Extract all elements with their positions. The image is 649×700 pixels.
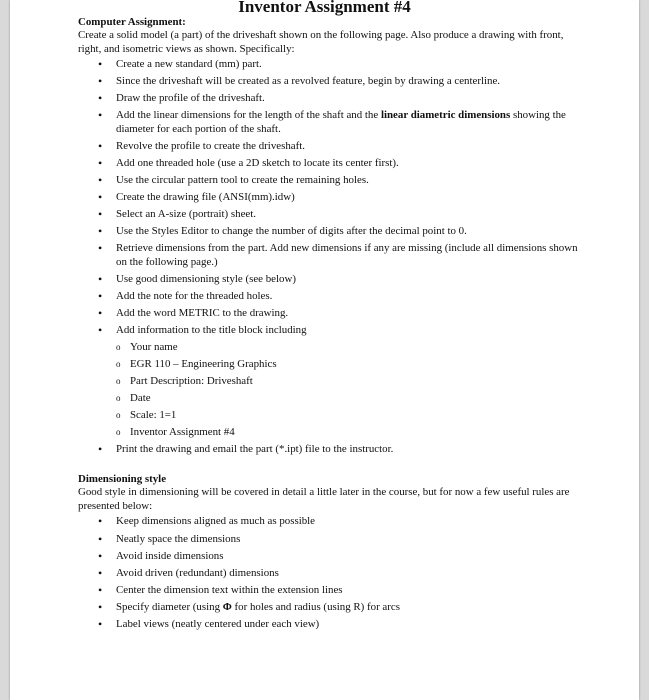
bullet-icon: • (98, 173, 103, 188)
sub-list-item: o Inventor Assignment #4 (116, 426, 235, 439)
bullet-icon: • (98, 548, 103, 563)
sub-list-item: o Part Description: Driveshaft (116, 375, 253, 387)
bullet-icon: • (98, 289, 103, 304)
document-body (78, 15, 578, 635)
assignment-heading: Computer Assignment: (78, 16, 186, 28)
bullet-icon: • (98, 582, 103, 597)
bullet-icon: • (98, 207, 103, 222)
circle-bullet-icon: o (116, 376, 121, 386)
list-item: • Print the drawing and email the part (*.ipt) file to the instructor. (98, 442, 394, 457)
bullet-icon: • (98, 155, 103, 170)
list-item: • Add the note for the threaded holes. (98, 289, 273, 304)
list-item: • Use good dimensioning style (see below) (98, 272, 296, 287)
list-item: • Select an A-size (portrait) sheet. (98, 207, 257, 222)
list-item: • Center the dimension text within the extension lines (98, 582, 343, 597)
list-item: • Use the circular pattern tool to create the remaining holes. (98, 173, 369, 188)
circle-bullet-icon: o (116, 427, 121, 438)
diameter-symbol: Φ (222, 600, 232, 613)
bullet-icon: • (98, 514, 103, 529)
list-item: • Add the word METRIC to the drawing. (98, 306, 289, 321)
list-item: • Add the linear dimensions for the length of the shaft and the linear diametric dimensions showing the diameter for each portion of the shaft. (98, 108, 566, 135)
circle-bullet-icon: o (116, 358, 121, 369)
bullet-icon: • (98, 74, 103, 89)
bullet-icon: • (98, 617, 103, 632)
sub-list-item: o Date (116, 392, 151, 405)
list-item: • Specify diameter (using Φ for holes and radius (using R) for arcs (98, 599, 400, 614)
bullet-icon: • (98, 190, 103, 205)
list-item: • Neatly space the dimensions (98, 531, 241, 546)
bullet-icon: • (98, 565, 103, 580)
bullet-icon: • (98, 138, 103, 153)
document-page (10, 0, 639, 700)
title-block-items (116, 341, 578, 440)
sub-list-item: o Your name (116, 340, 178, 353)
dimensioning-rules (78, 515, 578, 631)
bullet-icon: • (98, 57, 103, 71)
circle-bullet-icon: o (116, 341, 121, 352)
dimensioning-heading: Dimensioning style (78, 473, 167, 486)
bullet-icon: • (98, 108, 103, 123)
list-item: • Revolve the profile to create the driveshaft. (98, 138, 305, 153)
list-item: • Use the Styles Editor to change the number of digits after the decimal point to 0. (98, 224, 467, 239)
assignment-steps (78, 58, 578, 457)
bullet-icon: • (98, 442, 103, 457)
list-item: • Draw the profile of the driveshaft. (98, 91, 265, 106)
list-item: • Avoid inside dimensions (98, 548, 224, 563)
list-item: • Create a new standard (mm) part. (98, 57, 262, 71)
bullet-icon: • (98, 531, 103, 546)
list-item: • Label views (neatly centered under each view) (98, 617, 320, 632)
list-item: • Avoid driven (redundant) dimensions (98, 565, 279, 580)
list-item: • Create the drawing file (ANSI(mm).idw) (98, 190, 295, 205)
sub-list-item: o Scale: 1=1 (116, 409, 177, 422)
bullet-icon: • (98, 599, 103, 614)
list-item: • Add one threaded hole (use a 2D sketch to locate its center first). (98, 155, 399, 170)
bullet-icon: • (98, 224, 103, 239)
list-item: • Add information to the title block including o Your name o EGR 110 – Engineering Graphics o Part Description: Driveshaft o Date o Scale: 1=1 o Inventor Assignment #4 (78, 324, 578, 439)
list-item: • Retrieve dimensions from the part. Add new dimensions if any are missing (include all dimensions shown on the following page.) (98, 241, 578, 268)
bullet-icon: • (98, 272, 103, 287)
bullet-icon: • (98, 306, 103, 321)
list-item: • Keep dimensions aligned as much as possible (98, 514, 316, 529)
bullet-icon: • (98, 91, 103, 106)
assignment-intro: Create a solid model (a part) of the driveshaft shown on the following page. Also produce a drawing with front, right, and isometric views as shown. Specifically: (78, 29, 564, 55)
bullet-icon: • (98, 241, 103, 256)
circle-bullet-icon: o (116, 410, 121, 421)
bullet-icon: • (98, 323, 103, 338)
circle-bullet-icon: o (116, 393, 121, 404)
list-item: • Since the driveshaft will be created as a revolved feature, begin by drawing a centerline. (98, 74, 501, 89)
page-title: Inventor Assignment #4 (238, 0, 411, 16)
sub-list-item: o EGR 110 – Engineering Graphics (116, 357, 277, 370)
dimensioning-intro: Good style in dimensioning will be covered in detail a little later in the course, but for now a few useful rules are presented below: (78, 486, 570, 512)
